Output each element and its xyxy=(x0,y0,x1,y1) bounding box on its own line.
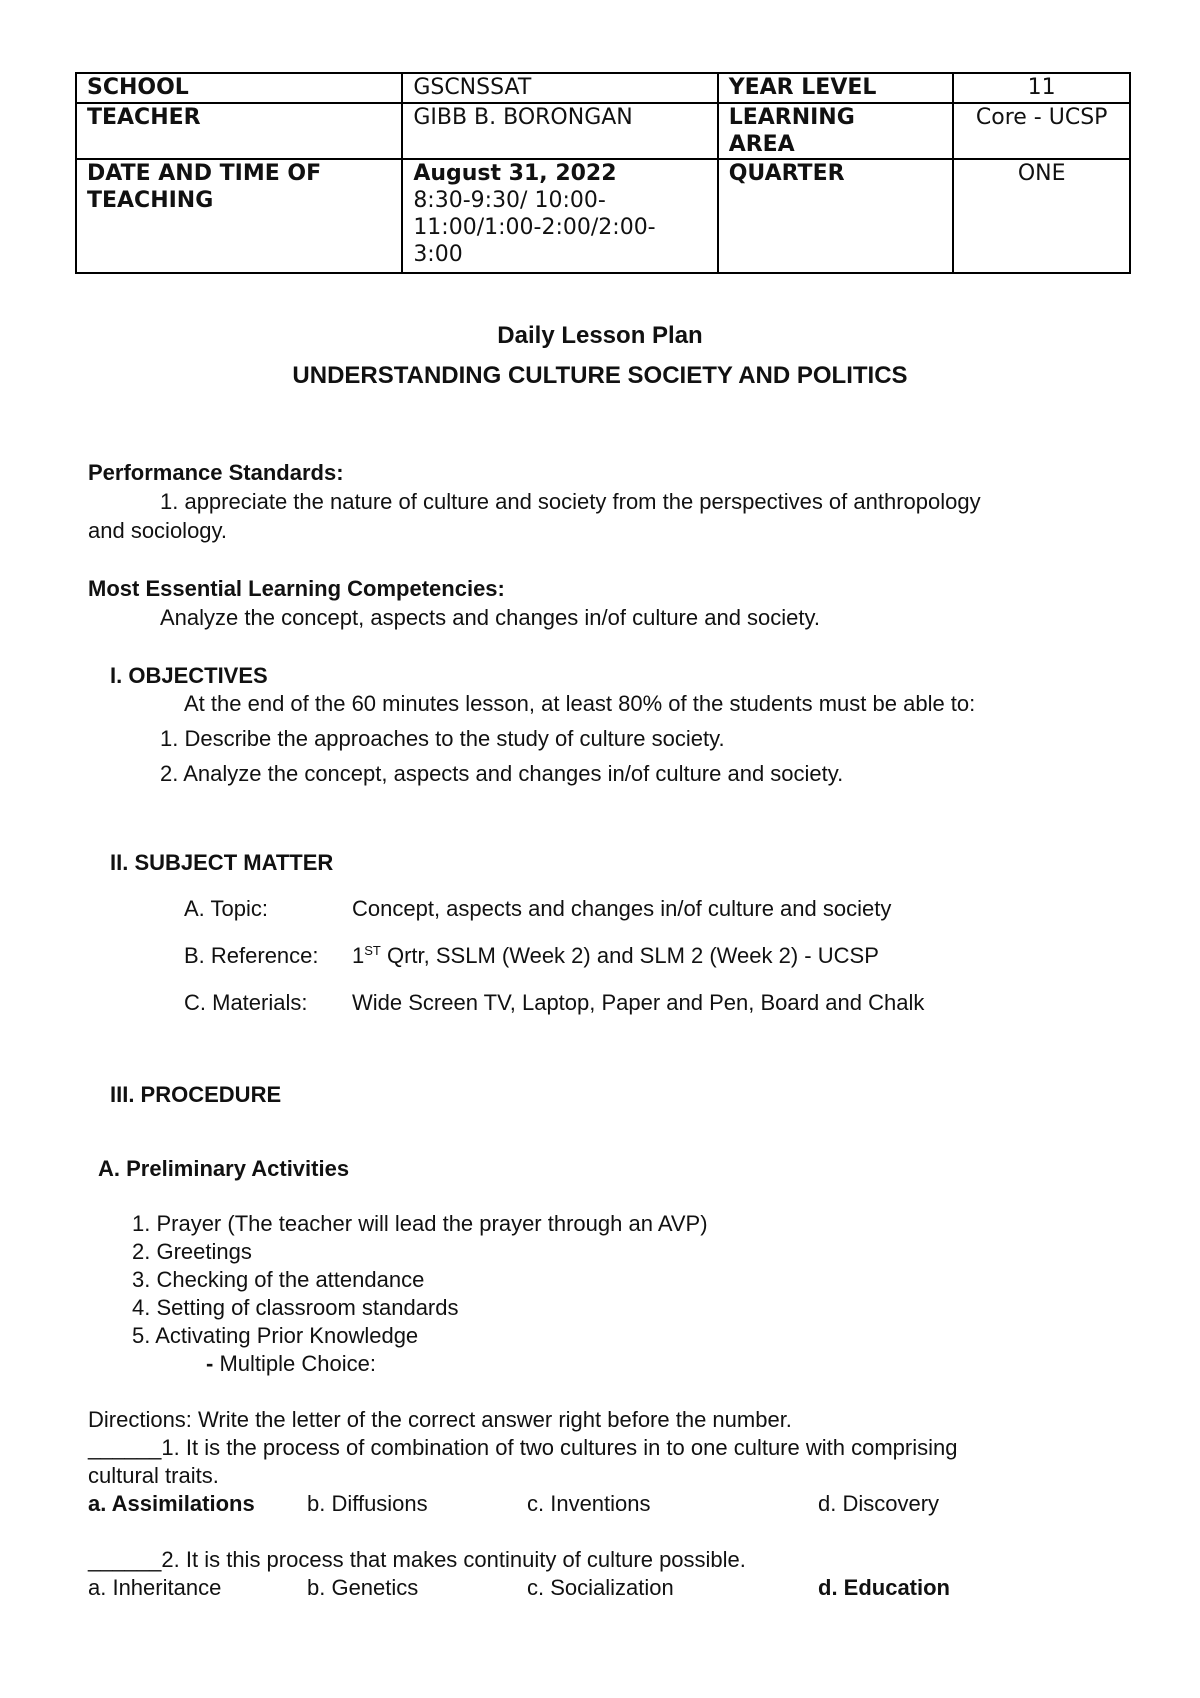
melc-text: Analyze the concept, aspects and changes in/of culture and society. xyxy=(160,605,820,630)
quarter-label: QUARTER xyxy=(718,159,954,273)
learning-area-label xyxy=(718,103,954,159)
learning-area-label-line1: LEARNING xyxy=(728,105,855,130)
learning-area-label-line2: AREA xyxy=(728,132,795,157)
procedure-item-3: 3. Checking of the attendance xyxy=(132,1267,425,1292)
procedure-heading: III. PROCEDURE xyxy=(110,1082,282,1107)
question-1-choice-b: b. Diffusions xyxy=(307,1491,428,1516)
page-subtitle: UNDERSTANDING CULTURE SOCIETY AND POLITICS xyxy=(292,362,908,389)
reference-value-number: 1 xyxy=(352,943,365,968)
reference-value-sup: ST xyxy=(364,943,381,958)
question-2-choice-d: d. Education xyxy=(818,1575,950,1600)
objective-item-1: 1. Describe the approaches to the study of culture society. xyxy=(160,726,725,751)
date-value: August 31, 2022 xyxy=(413,161,617,186)
time-line-2: 11:00/1:00-2:00/2:00- xyxy=(413,215,656,240)
topic-label: A. Topic: xyxy=(184,896,268,921)
header-table xyxy=(75,72,1131,274)
school-label: SCHOOL xyxy=(76,73,402,103)
header-row-school xyxy=(76,73,1130,103)
question-1-choice-c: c. Inventions xyxy=(527,1491,651,1516)
objectives-intro: At the end of the 60 minutes lesson, at least 80% of the students must be able to: xyxy=(184,691,976,716)
year-level-value: 11 xyxy=(953,73,1130,103)
school-value: GSCNSSAT xyxy=(402,73,717,103)
learning-area-value: Core - UCSP xyxy=(953,103,1130,159)
performance-standard-line1: 1. appreciate the nature of culture and society from the perspectives of anthropology xyxy=(160,489,981,514)
date-time-value xyxy=(402,159,717,273)
objective-item-2: 2. Analyze the concept, aspects and changes in/of culture and society. xyxy=(160,761,844,786)
preliminary-activities-heading: A. Preliminary Activities xyxy=(98,1156,350,1181)
multiple-choice-text: Multiple Choice: xyxy=(213,1351,376,1376)
procedure-item-1: 1. Prayer (The teacher will lead the prayer through an AVP) xyxy=(132,1211,708,1236)
topic-value: Concept, aspects and changes in/of culture and society xyxy=(352,896,892,921)
quarter-value: ONE xyxy=(953,159,1130,273)
procedure-item-2: 2. Greetings xyxy=(132,1239,252,1264)
teacher-label: TEACHER xyxy=(76,103,402,159)
reference-label: B. Reference: xyxy=(184,943,319,968)
question-2-line1: ______2. It is this process that makes continuity of culture possible. xyxy=(88,1547,746,1572)
reference-value-rest: Qrtr, SSLM (Week 2) and SLM 2 (Week 2) - UCSP xyxy=(380,943,879,968)
year-level-label: YEAR LEVEL xyxy=(718,73,954,103)
reference-value xyxy=(352,942,879,970)
header-row-date xyxy=(76,159,1130,273)
date-time-label-line1: DATE AND TIME OF xyxy=(87,161,322,186)
question-2-choice-a: a. Inheritance xyxy=(88,1575,222,1600)
teacher-value: GIBB B. BORONGAN xyxy=(402,103,717,159)
subject-matter-heading: II. SUBJECT MATTER xyxy=(110,850,334,875)
performance-standards-heading: Performance Standards: xyxy=(88,460,344,485)
date-time-label xyxy=(76,159,402,273)
question-1-choice-d: d. Discovery xyxy=(818,1491,940,1516)
melc-heading: Most Essential Learning Competencies: xyxy=(88,576,505,601)
header-row-teacher xyxy=(76,103,1130,159)
question-2-choice-c: c. Socialization xyxy=(527,1575,674,1600)
multiple-choice-dash: - xyxy=(206,1351,214,1376)
time-line-3: 3:00 xyxy=(413,242,463,267)
performance-standard-line2: and sociology. xyxy=(88,518,228,543)
quiz-directions: Directions: Write the letter of the correct answer right before the number. xyxy=(88,1407,792,1432)
time-line-1: 8:30-9:30/ 10:00- xyxy=(413,188,606,213)
multiple-choice-label xyxy=(206,1350,376,1378)
question-2-choice-b: b. Genetics xyxy=(307,1575,419,1600)
procedure-item-4: 4. Setting of classroom standards xyxy=(132,1295,459,1320)
materials-value: Wide Screen TV, Laptop, Paper and Pen, Board and Chalk xyxy=(352,990,925,1015)
question-1-line2: cultural traits. xyxy=(88,1463,219,1488)
page-title: Daily Lesson Plan xyxy=(497,322,703,349)
procedure-item-5: 5. Activating Prior Knowledge xyxy=(132,1323,419,1348)
materials-label: C. Materials: xyxy=(184,990,308,1015)
question-1-line1: ______1. It is the process of combination of two cultures in to one culture with comprising xyxy=(88,1435,958,1460)
objectives-heading: I. OBJECTIVES xyxy=(110,663,268,688)
question-1-choice-a: a. Assimilations xyxy=(88,1491,255,1516)
date-time-label-line2: TEACHING xyxy=(87,188,214,213)
